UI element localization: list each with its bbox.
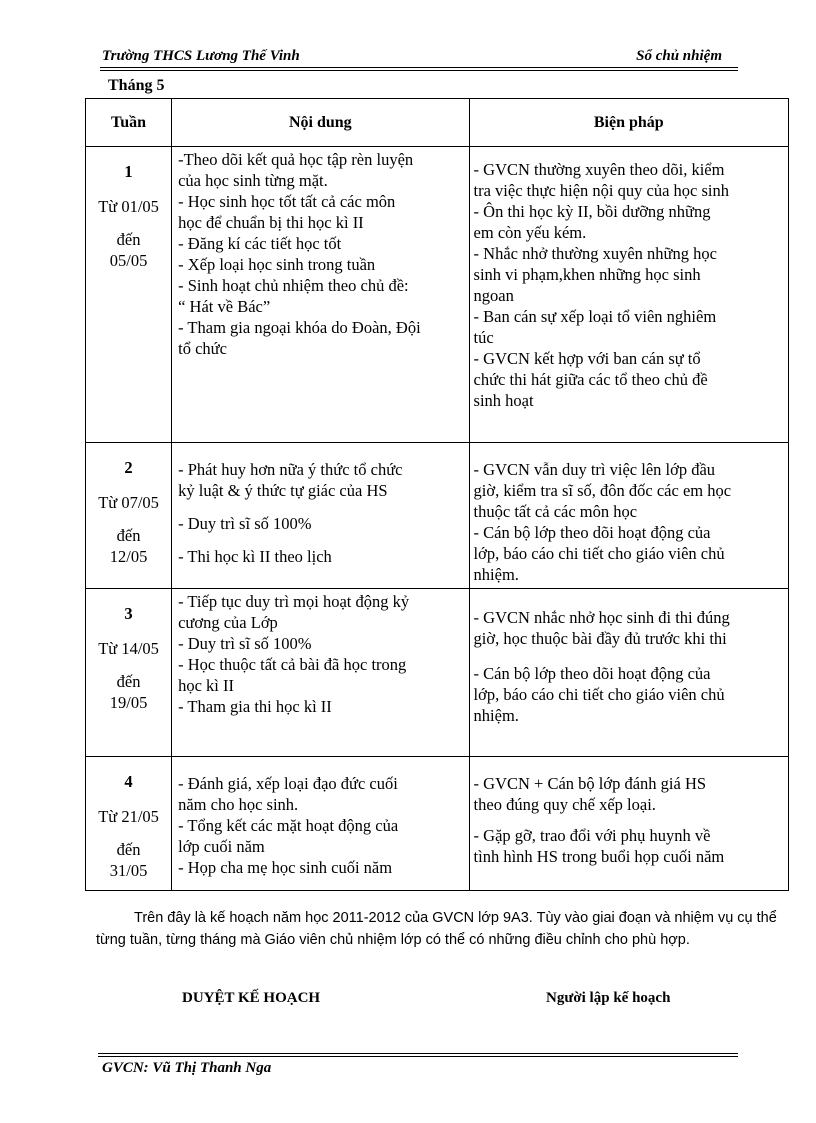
measure-line: ngoan xyxy=(473,286,514,305)
content-line: - Sinh hoạt chủ nhiệm theo chủ đề: xyxy=(178,276,409,295)
month-title: Tháng 5 xyxy=(108,77,165,94)
measure-line: - Cán bộ lớp theo dõi hoạt động của xyxy=(473,664,711,683)
book-title: Sổ chủ nhiệm xyxy=(636,48,722,64)
measure-line: sinh vi phạm,khen những học sinh xyxy=(473,265,701,284)
measure-line: - Ban cán sự xếp loại tổ viên nghiêm xyxy=(473,307,717,326)
week-number: 4 xyxy=(124,772,133,791)
content-line: học kì II xyxy=(178,676,235,695)
content-cell xyxy=(172,443,469,589)
week-to-word: đến xyxy=(116,840,141,859)
measure-cell xyxy=(469,443,788,589)
content-line: cương của Lớp xyxy=(178,613,278,632)
measure-line: - Cán bộ lớp theo dõi hoạt động của xyxy=(473,523,711,542)
content-line: - Đăng kí các tiết học tốt xyxy=(178,234,342,253)
measure-cell xyxy=(469,589,788,757)
content-cell xyxy=(172,757,469,891)
week-from: Từ 21/05 xyxy=(98,807,159,826)
measure-line: nhiệm. xyxy=(473,706,519,725)
week-from: Từ 07/05 xyxy=(98,493,159,512)
measure-line: thuộc tất cả các môn học xyxy=(473,502,638,521)
content-line: - Thi học kì II theo lịch xyxy=(178,547,332,566)
plan-table xyxy=(85,98,789,891)
table-row xyxy=(86,443,789,589)
column-header-week: Tuần xyxy=(86,99,172,147)
week-number: 3 xyxy=(124,604,133,623)
header-rule xyxy=(100,70,738,71)
content-line: - Phát huy hơn nữa ý thức tổ chức xyxy=(178,460,403,479)
measure-line: - GVCN nhắc nhở học sinh đi thi đúng xyxy=(473,608,730,627)
footer-rule xyxy=(98,1056,738,1057)
measure-line: theo đúng quy chế xếp loại. xyxy=(473,795,656,814)
week-to-date: 31/05 xyxy=(109,861,148,880)
content-line: - Duy trì sĩ số 100% xyxy=(178,514,312,533)
content-cell xyxy=(172,147,469,443)
measure-line: em còn yếu kém. xyxy=(473,223,587,242)
column-header-content: Nội dung xyxy=(172,99,469,147)
week-to-date: 12/05 xyxy=(109,547,148,566)
content-line: kỷ luật & ý thức tự giác của HS xyxy=(178,481,388,500)
footer-teacher-name: GVCN: Vũ Thị Thanh Nga xyxy=(102,1060,272,1076)
content-line: -Theo dõi kết quả học tập rèn luyện xyxy=(178,150,414,169)
measure-cell xyxy=(469,147,788,443)
content-line: tổ chức xyxy=(178,339,227,358)
footer-rule xyxy=(98,1053,738,1054)
measure-line: giờ, học thuộc bài đầy đủ trước khi thi xyxy=(473,629,727,648)
content-cell xyxy=(172,589,469,757)
week-number: 1 xyxy=(124,162,133,181)
content-line: “ Hát về Bác” xyxy=(178,297,271,316)
content-line: - Học thuộc tất cả bài đã học trong xyxy=(178,655,407,674)
preparer-signature-label: Người lập kế hoạch xyxy=(546,990,671,1006)
header-rule xyxy=(100,67,738,68)
column-header-measures: Biện pháp xyxy=(469,99,788,147)
measure-line: - GVCN thường xuyên theo dõi, kiểm xyxy=(473,160,725,179)
content-line: - Học sinh học tốt tất cả các môn xyxy=(178,192,396,211)
table-row xyxy=(86,757,789,891)
week-cell xyxy=(86,757,172,891)
week-to-word: đến xyxy=(116,672,141,691)
content-line: - Đánh giá, xếp loại đạo đức cuối xyxy=(178,774,398,793)
measure-line: lớp, báo cáo chi tiết cho giáo viên chủ xyxy=(473,685,725,704)
content-line: lớp cuối năm xyxy=(178,837,265,856)
content-line: - Họp cha mẹ học sinh cuối năm xyxy=(178,858,393,877)
content-line: - Xếp loại học sinh trong tuần xyxy=(178,255,376,274)
measure-cell xyxy=(469,757,788,891)
measure-line: tình hình HS trong buổi họp cuối năm xyxy=(473,847,725,866)
content-line: - Duy trì sĩ số 100% xyxy=(178,634,312,653)
measure-line: - Ôn thi học kỳ II, bồi dưỡng những xyxy=(473,202,711,221)
content-line: học để chuẩn bị thi học kì II xyxy=(178,213,364,232)
measure-line: - Nhắc nhở thường xuyên những học xyxy=(473,244,717,263)
week-to-word: đến xyxy=(116,230,141,249)
closing-paragraph: Trên đây là kế hoạch năm học 2011-2012 của GVCN lớp 9A3. Tùy vào giai đoạn và nhiệm vụ cụ thể từng tuần, từng tháng mà Giáo viên chủ nhiệm lớp có thể có những điều chỉnh cho phù hợp. xyxy=(96,910,777,948)
content-line: của học sinh từng mặt. xyxy=(178,171,328,190)
measure-line: - Gặp gỡ, trao đổi với phụ huynh về xyxy=(473,826,711,845)
measure-line: sinh hoạt xyxy=(473,391,534,410)
week-to-date: 05/05 xyxy=(109,251,148,270)
week-to-word: đến xyxy=(116,526,141,545)
measure-line: chức thi hát giữa các tổ theo chủ đề xyxy=(473,370,708,389)
approve-signature-label: DUYỆT KẾ HOẠCH xyxy=(182,990,321,1006)
measure-line: - GVCN kết hợp với ban cán sự tổ xyxy=(473,349,701,368)
measure-line: giờ, kiểm tra sĩ số, đôn đốc các em học xyxy=(473,481,732,500)
week-cell xyxy=(86,589,172,757)
school-name: Trường THCS Lương Thế Vinh xyxy=(102,48,300,64)
table-header-row xyxy=(86,99,789,147)
page-header xyxy=(100,46,738,68)
table-row xyxy=(86,147,789,443)
content-line: - Tham gia ngoại khóa do Đoàn, Đội xyxy=(178,318,421,337)
measure-line: lớp, báo cáo chi tiết cho giáo viên chủ xyxy=(473,544,725,563)
measure-line: tra việc thực hiện nội quy của học sinh xyxy=(473,181,729,200)
content-line: - Tổng kết các mặt hoạt động của xyxy=(178,816,399,835)
week-to-date: 19/05 xyxy=(109,693,148,712)
table-row xyxy=(86,589,789,757)
week-from: Từ 14/05 xyxy=(98,639,159,658)
measure-line: nhiệm. xyxy=(473,565,519,584)
measure-line: túc xyxy=(473,328,494,347)
week-cell xyxy=(86,147,172,443)
content-line: - Tiếp tục duy trì mọi hoạt động kỷ xyxy=(178,592,410,611)
week-number: 2 xyxy=(124,458,133,477)
measure-line: - GVCN vẫn duy trì việc lên lớp đầu xyxy=(473,460,716,479)
content-line: năm cho học sinh. xyxy=(178,795,299,814)
content-line: - Tham gia thi học kì II xyxy=(178,697,332,716)
week-from: Từ 01/05 xyxy=(98,197,159,216)
measure-line: - GVCN + Cán bộ lớp đánh giá HS xyxy=(473,774,707,793)
week-cell xyxy=(86,443,172,589)
